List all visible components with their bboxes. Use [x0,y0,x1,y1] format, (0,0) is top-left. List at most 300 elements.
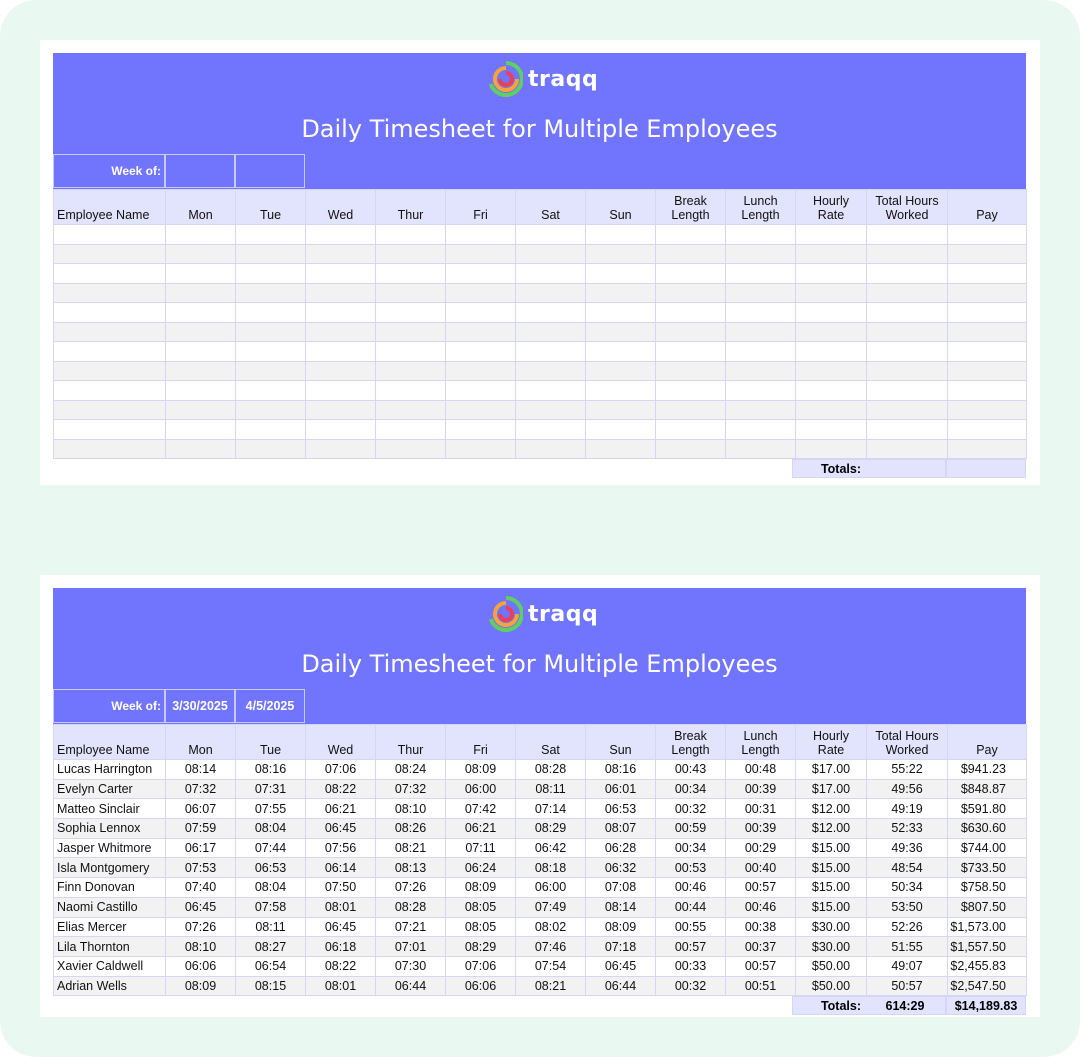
table-cell[interactable] [726,225,796,245]
table-cell[interactable]: 52:33 [867,819,948,839]
table-cell[interactable] [236,400,306,420]
table-cell[interactable] [516,342,586,362]
table-cell[interactable] [446,283,516,303]
table-cell[interactable] [446,322,516,342]
table-cell[interactable] [306,361,376,381]
table-cell[interactable]: 08:16 [236,760,306,780]
table-cell[interactable]: 00:40 [726,858,796,878]
table-cell[interactable]: 00:38 [726,917,796,937]
table-cell[interactable] [656,264,726,284]
table-cell[interactable] [586,361,656,381]
table-cell[interactable]: 08:29 [516,819,586,839]
table-cell[interactable]: 08:04 [236,878,306,898]
table-cell[interactable] [586,264,656,284]
table-cell[interactable] [796,439,867,459]
table-cell[interactable]: $848.87 [948,779,1027,799]
table-cell[interactable]: 50:34 [867,878,948,898]
table-cell[interactable]: 00:32 [656,799,726,819]
table-cell[interactable]: $941.23 [948,760,1027,780]
table-cell[interactable]: 07:50 [306,878,376,898]
table-cell[interactable]: 07:01 [376,937,446,957]
table-cell[interactable] [446,244,516,264]
table-cell[interactable]: 06:17 [166,838,236,858]
table-cell[interactable]: 00:34 [656,838,726,858]
table-cell[interactable]: 08:14 [586,897,656,917]
table-cell[interactable]: 08:13 [376,858,446,878]
table-cell[interactable]: Naomi Castillo [54,897,166,917]
table-cell[interactable]: Evelyn Carter [54,779,166,799]
table-cell[interactable] [306,283,376,303]
table-cell[interactable] [726,381,796,401]
table-cell[interactable] [867,322,948,342]
table-cell[interactable]: 08:28 [516,760,586,780]
table-cell[interactable]: 07:21 [376,917,446,937]
table-cell[interactable]: 07:42 [446,799,516,819]
table-cell[interactable] [166,322,236,342]
table-cell[interactable]: 07:14 [516,799,586,819]
table-cell[interactable]: 08:21 [376,838,446,858]
table-cell[interactable] [54,264,166,284]
table-cell[interactable]: 08:27 [236,937,306,957]
table-cell[interactable] [54,225,166,245]
table-cell[interactable] [948,264,1027,284]
table-cell[interactable]: 07:44 [236,838,306,858]
table-cell[interactable]: 08:10 [376,799,446,819]
table-cell[interactable] [656,225,726,245]
table-cell[interactable] [586,303,656,323]
table-cell[interactable]: 08:01 [306,976,376,996]
table-cell[interactable]: 00:44 [656,897,726,917]
table-cell[interactable] [376,264,446,284]
table-cell[interactable] [796,361,867,381]
table-cell[interactable]: 06:00 [446,779,516,799]
table-cell[interactable]: 08:09 [446,760,516,780]
table-cell[interactable] [54,342,166,362]
table-cell[interactable] [516,420,586,440]
table-cell[interactable]: $15.00 [796,878,867,898]
table-cell[interactable]: $50.00 [796,956,867,976]
table-cell[interactable]: 08:21 [516,976,586,996]
table-cell[interactable]: 06:44 [376,976,446,996]
table-cell[interactable] [446,361,516,381]
table-cell[interactable] [796,283,867,303]
table-cell[interactable] [586,439,656,459]
table-cell[interactable] [726,361,796,381]
table-cell[interactable]: 07:06 [446,956,516,976]
table-cell[interactable] [948,225,1027,245]
table-cell[interactable]: $17.00 [796,760,867,780]
table-cell[interactable] [236,283,306,303]
table-cell[interactable] [166,381,236,401]
table-cell[interactable] [656,439,726,459]
table-cell[interactable] [166,244,236,264]
table-cell[interactable]: $1,573.00 [948,917,1027,937]
week-start-cell[interactable]: 3/30/2025 [165,689,235,723]
table-cell[interactable]: Adrian Wells [54,976,166,996]
table-cell[interactable]: $17.00 [796,779,867,799]
table-cell[interactable]: 08:18 [516,858,586,878]
table-cell[interactable]: 07:54 [516,956,586,976]
table-cell[interactable] [166,225,236,245]
table-cell[interactable] [166,264,236,284]
table-cell[interactable] [54,303,166,323]
table-cell[interactable] [796,303,867,323]
table-cell[interactable] [306,420,376,440]
table-cell[interactable] [796,264,867,284]
table-cell[interactable]: $591.80 [948,799,1027,819]
table-cell[interactable] [376,225,446,245]
table-cell[interactable] [516,244,586,264]
week-start-cell[interactable] [165,154,235,188]
table-cell[interactable] [54,322,166,342]
table-cell[interactable] [236,342,306,362]
table-cell[interactable] [867,420,948,440]
table-cell[interactable]: 08:11 [516,779,586,799]
table-cell[interactable]: 07:06 [306,760,376,780]
table-cell[interactable] [306,381,376,401]
table-cell[interactable] [867,381,948,401]
week-end-cell[interactable]: 4/5/2025 [235,689,305,723]
table-cell[interactable]: 08:29 [446,937,516,957]
table-cell[interactable]: 00:57 [656,937,726,957]
table-cell[interactable]: 00:48 [726,760,796,780]
table-cell[interactable]: Xavier Caldwell [54,956,166,976]
table-cell[interactable] [54,361,166,381]
table-cell[interactable] [656,342,726,362]
table-cell[interactable]: 06:42 [516,838,586,858]
table-cell[interactable]: $807.50 [948,897,1027,917]
table-cell[interactable] [236,439,306,459]
table-cell[interactable]: 07:40 [166,878,236,898]
table-cell[interactable]: 07:18 [586,937,656,957]
table-cell[interactable]: 07:32 [166,779,236,799]
table-cell[interactable] [586,400,656,420]
table-cell[interactable]: 49:19 [867,799,948,819]
table-cell[interactable]: 07:26 [166,917,236,937]
table-cell[interactable]: 07:30 [376,956,446,976]
table-cell[interactable] [376,342,446,362]
table-cell[interactable]: 00:55 [656,917,726,937]
table-cell[interactable] [726,400,796,420]
table-cell[interactable] [54,439,166,459]
table-cell[interactable]: 49:07 [867,956,948,976]
table-cell[interactable] [948,303,1027,323]
table-cell[interactable] [236,264,306,284]
table-cell[interactable]: 06:45 [306,819,376,839]
table-cell[interactable] [586,381,656,401]
table-cell[interactable]: 49:36 [867,838,948,858]
table-cell[interactable] [656,361,726,381]
table-cell[interactable] [516,361,586,381]
table-cell[interactable]: 06:07 [166,799,236,819]
table-cell[interactable]: 08:09 [446,878,516,898]
table-cell[interactable]: 07:55 [236,799,306,819]
table-cell[interactable] [306,322,376,342]
table-cell[interactable]: 06:28 [586,838,656,858]
table-cell[interactable] [867,225,948,245]
table-cell[interactable]: 08:15 [236,976,306,996]
table-cell[interactable]: 08:14 [166,760,236,780]
table-cell[interactable]: 00:29 [726,838,796,858]
table-cell[interactable] [586,342,656,362]
table-cell[interactable] [948,322,1027,342]
table-cell[interactable]: 06:06 [446,976,516,996]
table-cell[interactable] [236,361,306,381]
table-cell[interactable]: 07:58 [236,897,306,917]
table-cell[interactable]: Finn Donovan [54,878,166,898]
table-cell[interactable] [948,439,1027,459]
table-cell[interactable] [796,420,867,440]
table-cell[interactable] [376,283,446,303]
table-cell[interactable]: Lila Thornton [54,937,166,957]
table-cell[interactable] [948,244,1027,264]
table-cell[interactable]: 50:57 [867,976,948,996]
table-cell[interactable]: 00:39 [726,779,796,799]
table-cell[interactable]: 06:53 [236,858,306,878]
table-cell[interactable]: 06:44 [586,976,656,996]
table-cell[interactable] [376,322,446,342]
table-cell[interactable] [656,303,726,323]
table-cell[interactable] [306,439,376,459]
table-cell[interactable]: 08:01 [306,897,376,917]
table-cell[interactable]: 07:31 [236,779,306,799]
table-cell[interactable] [948,361,1027,381]
table-cell[interactable]: 06:54 [236,956,306,976]
table-cell[interactable] [446,400,516,420]
table-cell[interactable] [796,381,867,401]
table-cell[interactable]: 08:09 [166,976,236,996]
table-cell[interactable]: 06:21 [446,819,516,839]
table-cell[interactable]: 06:14 [306,858,376,878]
table-cell[interactable]: 00:43 [656,760,726,780]
table-cell[interactable]: 00:46 [656,878,726,898]
table-cell[interactable] [446,342,516,362]
table-cell[interactable]: Sophia Lennox [54,819,166,839]
table-cell[interactable]: 08:22 [306,956,376,976]
table-cell[interactable] [516,303,586,323]
table-cell[interactable]: 06:45 [586,956,656,976]
table-cell[interactable] [54,283,166,303]
table-cell[interactable]: 08:16 [586,760,656,780]
table-cell[interactable]: $12.00 [796,819,867,839]
table-cell[interactable]: 55:22 [867,760,948,780]
table-cell[interactable]: 07:08 [586,878,656,898]
table-cell[interactable]: Elias Mercer [54,917,166,937]
table-cell[interactable] [376,381,446,401]
table-cell[interactable]: 00:46 [726,897,796,917]
table-cell[interactable] [516,225,586,245]
table-cell[interactable] [656,381,726,401]
table-cell[interactable]: 00:37 [726,937,796,957]
table-cell[interactable]: 00:34 [656,779,726,799]
table-cell[interactable] [446,420,516,440]
table-cell[interactable] [867,400,948,420]
table-cell[interactable] [516,439,586,459]
table-cell[interactable] [656,244,726,264]
week-end-cell[interactable] [235,154,305,188]
table-cell[interactable]: $15.00 [796,897,867,917]
table-cell[interactable]: Jasper Whitmore [54,838,166,858]
table-cell[interactable] [948,381,1027,401]
table-cell[interactable] [796,342,867,362]
table-cell[interactable]: $2,547.50 [948,976,1027,996]
table-cell[interactable] [726,342,796,362]
table-cell[interactable]: 08:24 [376,760,446,780]
table-cell[interactable]: Lucas Harrington [54,760,166,780]
table-cell[interactable] [586,225,656,245]
table-cell[interactable]: 00:33 [656,956,726,976]
table-cell[interactable]: $12.00 [796,799,867,819]
table-cell[interactable] [726,439,796,459]
table-cell[interactable] [306,400,376,420]
table-cell[interactable] [586,322,656,342]
table-cell[interactable] [166,420,236,440]
table-cell[interactable]: 08:26 [376,819,446,839]
table-cell[interactable] [948,400,1027,420]
table-cell[interactable]: 52:26 [867,917,948,937]
table-cell[interactable] [376,303,446,323]
table-cell[interactable] [306,244,376,264]
table-cell[interactable]: 00:57 [726,878,796,898]
table-cell[interactable] [516,381,586,401]
table-cell[interactable] [867,342,948,362]
table-cell[interactable]: 08:11 [236,917,306,937]
table-cell[interactable]: Matteo Sinclair [54,799,166,819]
table-cell[interactable]: 07:46 [516,937,586,957]
table-cell[interactable]: 08:09 [586,917,656,937]
table-cell[interactable]: 00:57 [726,956,796,976]
table-cell[interactable] [306,225,376,245]
table-cell[interactable]: $744.00 [948,838,1027,858]
table-cell[interactable]: 06:53 [586,799,656,819]
table-cell[interactable]: 06:45 [166,897,236,917]
table-cell[interactable] [166,342,236,362]
table-cell[interactable]: 07:11 [446,838,516,858]
table-cell[interactable] [446,264,516,284]
table-cell[interactable] [948,420,1027,440]
table-cell[interactable]: 08:05 [446,917,516,937]
table-cell[interactable] [867,303,948,323]
table-cell[interactable]: 51:55 [867,937,948,957]
table-cell[interactable] [306,303,376,323]
table-cell[interactable] [726,264,796,284]
table-cell[interactable] [54,420,166,440]
table-cell[interactable] [796,400,867,420]
table-cell[interactable]: 06:18 [306,937,376,957]
table-cell[interactable] [516,400,586,420]
table-cell[interactable]: 49:56 [867,779,948,799]
table-cell[interactable]: 00:39 [726,819,796,839]
table-cell[interactable]: 07:49 [516,897,586,917]
table-cell[interactable] [376,420,446,440]
table-cell[interactable]: 06:32 [586,858,656,878]
table-cell[interactable]: $758.50 [948,878,1027,898]
table-cell[interactable] [54,381,166,401]
table-cell[interactable] [54,244,166,264]
table-cell[interactable] [726,303,796,323]
table-cell[interactable]: $15.00 [796,838,867,858]
table-cell[interactable]: 08:02 [516,917,586,937]
table-cell[interactable]: $2,455.83 [948,956,1027,976]
table-cell[interactable]: 00:59 [656,819,726,839]
table-cell[interactable] [796,225,867,245]
table-cell[interactable] [166,439,236,459]
table-cell[interactable]: 53:50 [867,897,948,917]
table-cell[interactable] [867,264,948,284]
table-cell[interactable]: 07:32 [376,779,446,799]
table-cell[interactable]: 06:06 [166,956,236,976]
table-cell[interactable] [796,322,867,342]
table-cell[interactable]: 06:00 [516,878,586,898]
table-cell[interactable] [376,439,446,459]
table-cell[interactable]: 08:07 [586,819,656,839]
table-cell[interactable] [306,264,376,284]
table-cell[interactable] [306,342,376,362]
table-cell[interactable] [656,420,726,440]
table-cell[interactable] [516,264,586,284]
table-cell[interactable] [796,244,867,264]
table-cell[interactable]: 06:01 [586,779,656,799]
table-cell[interactable]: $15.00 [796,858,867,878]
table-cell[interactable] [726,420,796,440]
table-cell[interactable] [166,303,236,323]
table-cell[interactable] [867,439,948,459]
table-cell[interactable]: $1,557.50 [948,937,1027,957]
table-cell[interactable] [656,400,726,420]
table-cell[interactable]: 08:04 [236,819,306,839]
table-cell[interactable]: 00:31 [726,799,796,819]
table-cell[interactable]: 06:45 [306,917,376,937]
table-cell[interactable] [656,322,726,342]
table-cell[interactable] [166,361,236,381]
table-cell[interactable] [586,244,656,264]
table-cell[interactable] [586,420,656,440]
table-cell[interactable] [236,322,306,342]
table-cell[interactable] [376,361,446,381]
table-cell[interactable]: $30.00 [796,937,867,957]
table-cell[interactable] [446,381,516,401]
table-cell[interactable] [586,283,656,303]
table-cell[interactable]: 00:51 [726,976,796,996]
table-cell[interactable] [867,283,948,303]
table-cell[interactable]: 07:26 [376,878,446,898]
table-cell[interactable] [54,400,166,420]
table-cell[interactable] [446,439,516,459]
table-cell[interactable] [516,283,586,303]
table-cell[interactable]: 06:21 [306,799,376,819]
table-cell[interactable] [376,400,446,420]
table-cell[interactable]: 07:53 [166,858,236,878]
table-cell[interactable] [948,342,1027,362]
table-cell[interactable]: 07:59 [166,819,236,839]
table-cell[interactable] [236,225,306,245]
table-cell[interactable] [948,283,1027,303]
table-cell[interactable] [726,244,796,264]
table-cell[interactable] [516,322,586,342]
table-cell[interactable]: 00:53 [656,858,726,878]
table-cell[interactable]: Isla Montgomery [54,858,166,878]
table-cell[interactable] [236,420,306,440]
table-cell[interactable] [376,244,446,264]
table-cell[interactable] [726,322,796,342]
table-cell[interactable]: 07:56 [306,838,376,858]
table-cell[interactable] [166,400,236,420]
table-cell[interactable] [867,244,948,264]
table-cell[interactable]: 48:54 [867,858,948,878]
table-cell[interactable]: 08:28 [376,897,446,917]
table-cell[interactable] [236,303,306,323]
table-cell[interactable] [446,303,516,323]
